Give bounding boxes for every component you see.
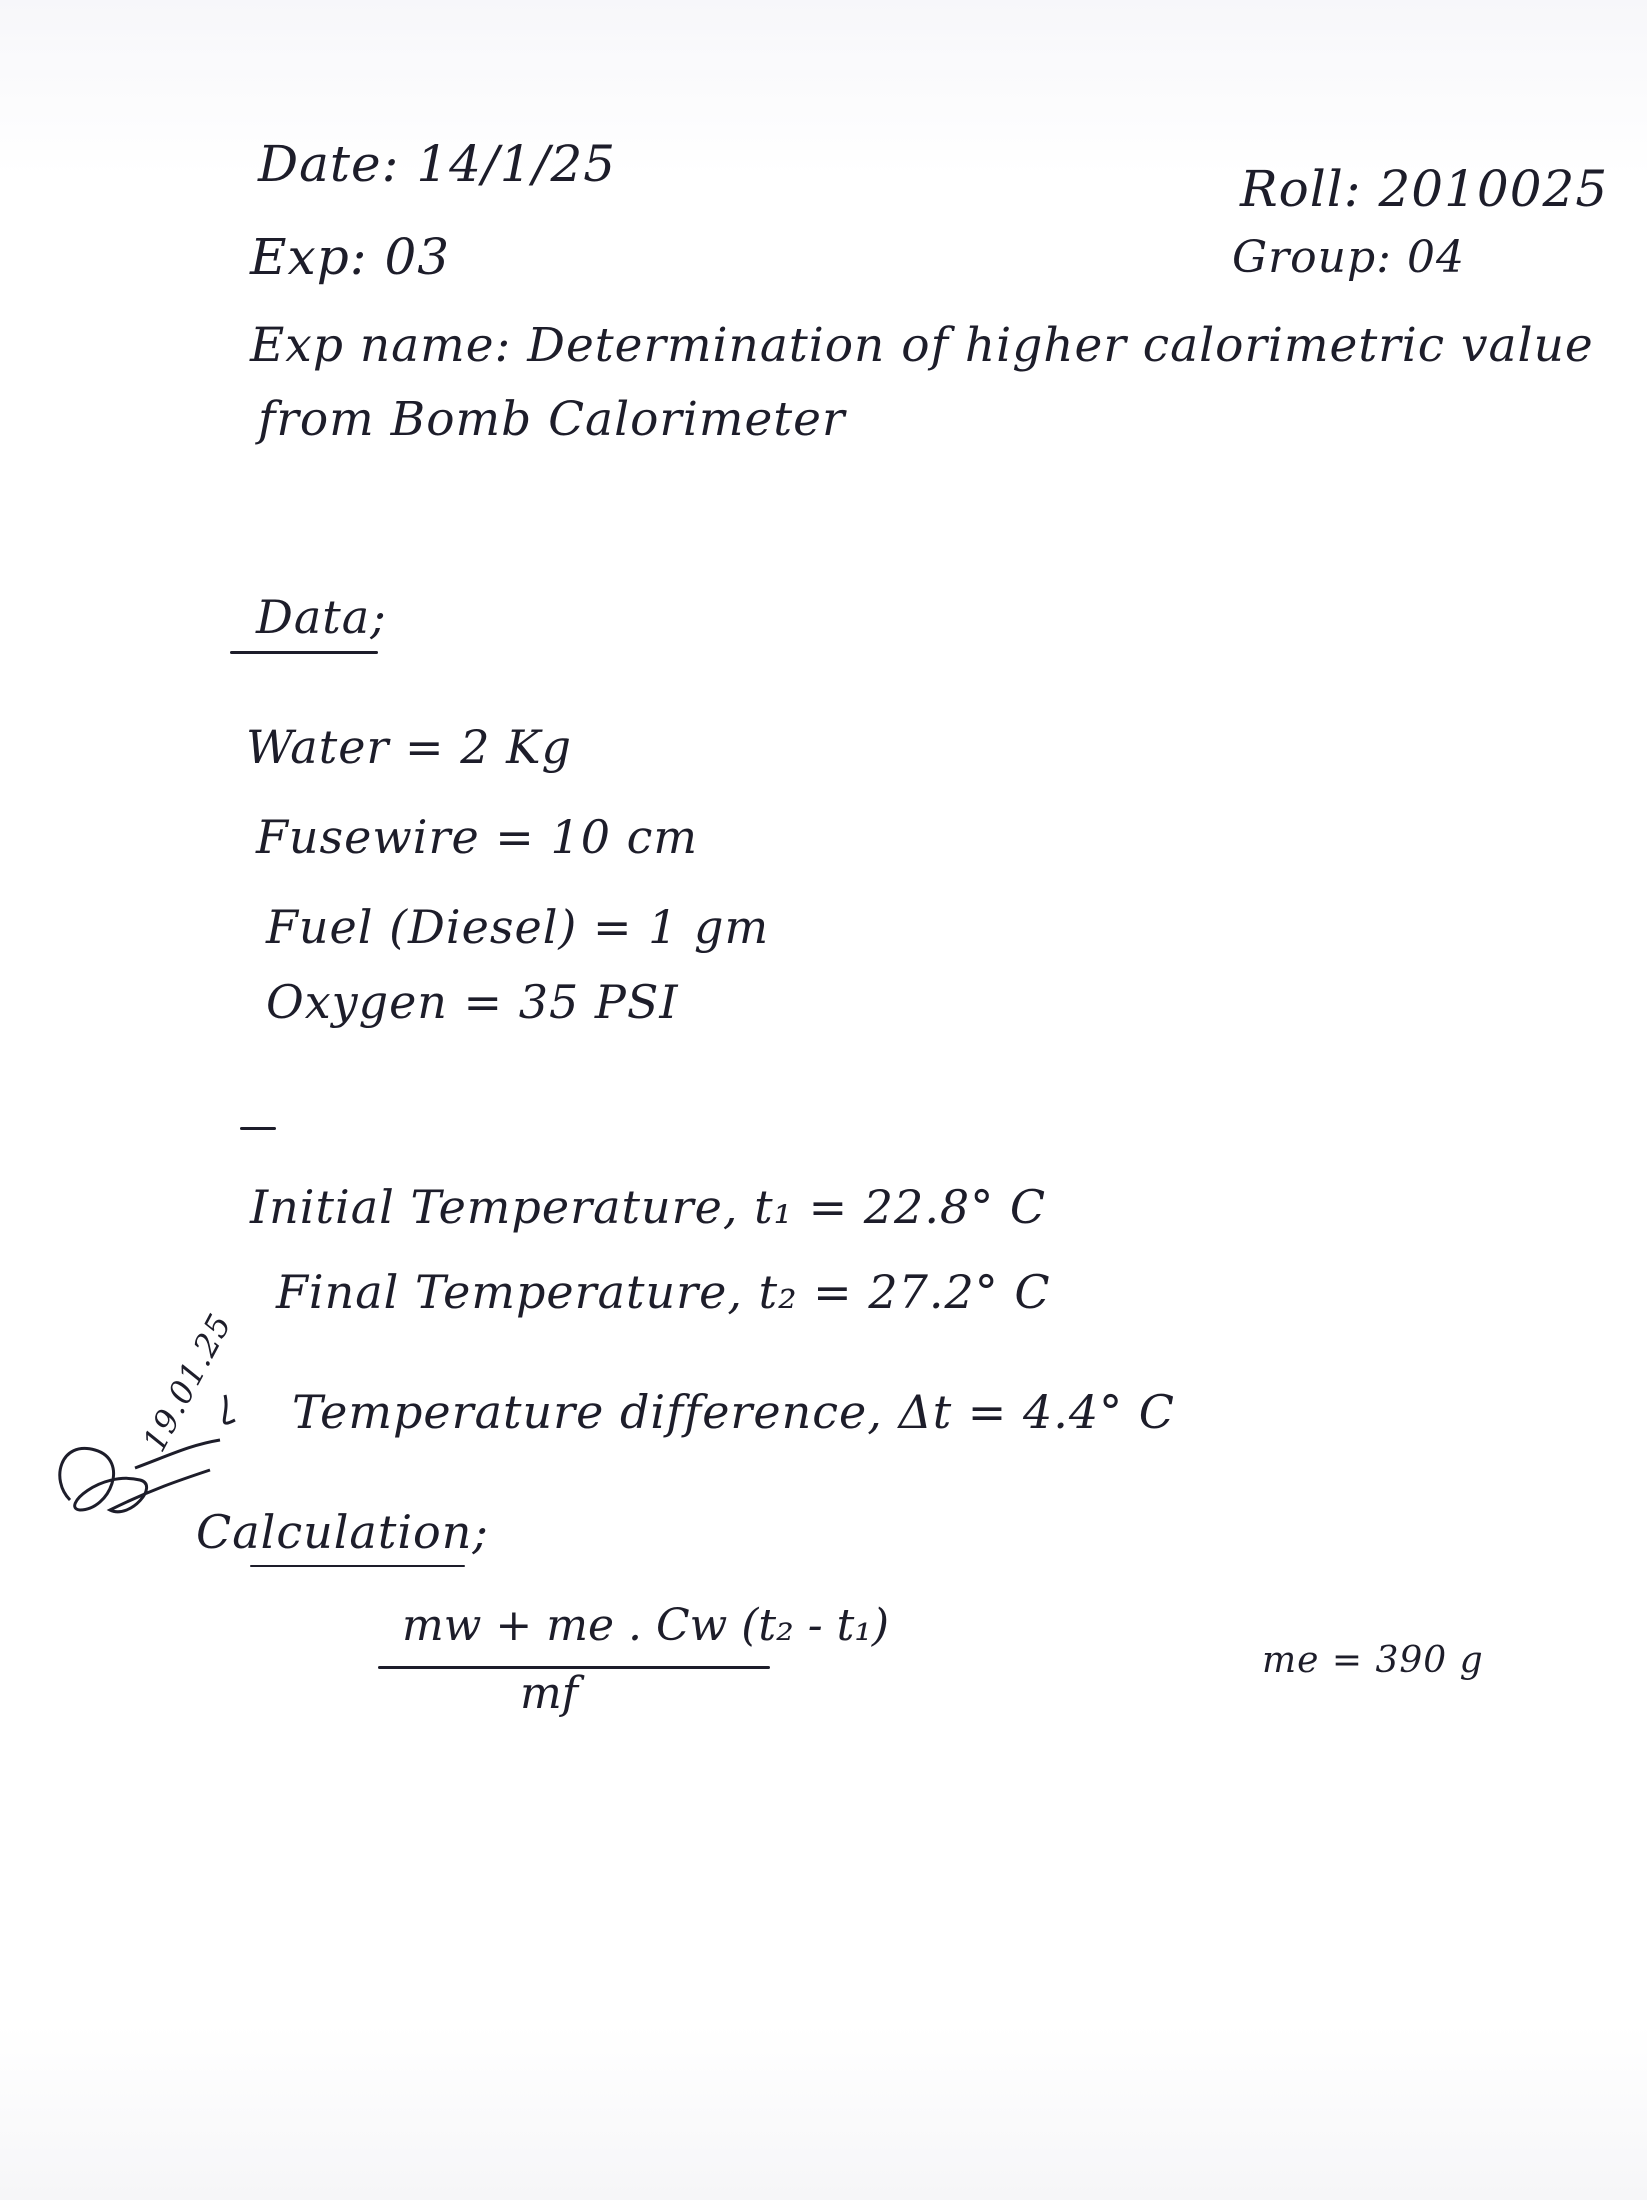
roll-text: Roll: 2010025 (1240, 160, 1609, 218)
data-item-water: Water = 2 Kg (246, 720, 572, 774)
me-value: me = 390 g (1262, 1640, 1484, 1681)
calculation-heading-underline (250, 1565, 465, 1567)
date-text: Date: 14/1/25 (258, 135, 617, 193)
dash-mark (240, 1127, 276, 1130)
signature-date: 19.01.25 (135, 1307, 240, 1458)
data-heading-underline (230, 651, 378, 654)
handwritten-signature (40, 1360, 270, 1550)
data-item-fusewire: Fusewire = 10 cm (256, 810, 698, 864)
final-temperature: Final Temperature, t₂ = 27.2° C (276, 1265, 1051, 1319)
signature-initials (224, 1395, 235, 1423)
data-item-fuel: Fuel (Diesel) = 1 gm (266, 900, 770, 954)
temperature-difference: Temperature difference, Δt = 4.4° C (292, 1385, 1175, 1439)
experiment-name-line-1: Exp name: Determination of higher calorimetric value (250, 318, 1594, 373)
initial-temperature: Initial Temperature, t₁ = 22.8° C (250, 1180, 1047, 1234)
calculation-heading: Calculation; (196, 1505, 489, 1559)
signature-scribble (60, 1448, 210, 1511)
formula-numerator: mw + me . Cw (t₂ - t₁) (402, 1600, 890, 1651)
formula-denominator: mf (520, 1668, 579, 1719)
data-heading: Data; (256, 590, 387, 644)
experiment-number: Exp: 03 (250, 228, 451, 286)
experiment-name-line-2: from Bomb Calorimeter (258, 392, 846, 447)
data-item-oxygen: Oxygen = 35 PSI (266, 975, 679, 1029)
group-text: Group: 04 (1232, 232, 1465, 283)
